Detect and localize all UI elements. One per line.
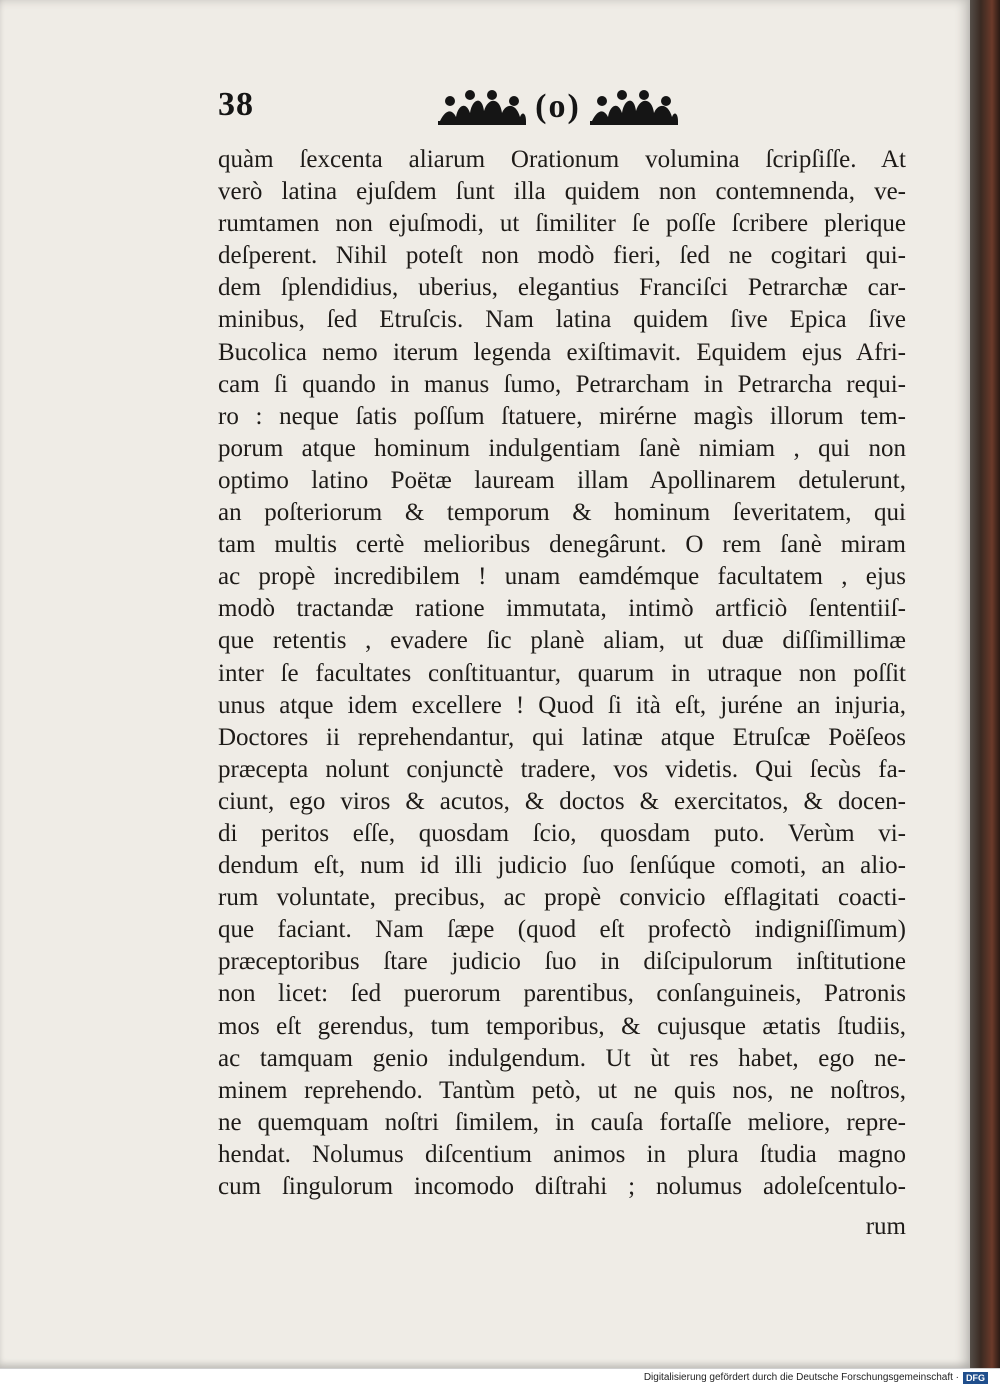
text-line: que faciant. Nam ſæpe (quod eſt profectò indigniſſimum) (218, 916, 906, 944)
text-line: verò latina ejuſdem ſunt illa quidem non contemnenda, ve- (218, 178, 906, 206)
text-line: ac propè incredibilem ! unam eamdémque facultatem , ejus (218, 563, 906, 591)
catchword: rum (865, 1213, 906, 1241)
text-line: minem reprehendo. Tantùm petò, ut ne quis nos, ne noſtros, (218, 1076, 906, 1104)
text-line: mos eſt gerendus, tum temporibus, & cujusque ætatis ſtudiis, (218, 1012, 906, 1040)
header-center-mark: (o) (535, 88, 581, 125)
text-line: unus atque idem excellere ! Quod ſi ità eſt, juréne an injuria, (218, 691, 906, 719)
text-line: quàm ſexcenta aliarum Orationum volumina ſcripſiſſe. At (218, 146, 906, 173)
text-line: Bucolica nemo iterum legenda exiſtimavit. Equidem ejus Afri- (218, 338, 906, 366)
text-line: optimo latino Poëtæ lauream illam Apollinarem detulerunt, (218, 466, 906, 494)
text-line: præcepta nolunt conjunctè tradere, vos videtis. Qui ſecùs fa- (218, 755, 906, 783)
book-spine (968, 0, 1000, 1370)
text-line: rum voluntate, precibus, ac propè convicio eſflagitati coacti- (218, 884, 906, 912)
text-line: porum atque hominum indulgentiam ſanè nimiam , qui non (218, 434, 906, 462)
text-line: hendat. Nolumus diſcentium animos in plura ſtudia magno (218, 1140, 906, 1168)
text-line: non licet: ſed puerorum parentibus, conſanguineis, Patronis (218, 980, 906, 1008)
text-line: ro : neque ſatis poſſum ſtatuere, mirérne magìs illorum tem- (218, 402, 906, 430)
text-line: ne quemquam noſtri ſimilem, in cauſa fortaſſe meliore, repre- (218, 1108, 906, 1136)
text-line: ciunt, ego viros & acutos, & doctos & exercitatos, & docen- (218, 787, 906, 815)
text-line: dendum eſt, num id illi judicio ſuo ſenſúque comoti, an alio- (218, 852, 906, 880)
text-line: rumtamen non ejuſmodi, ut ſimiliter ſe poſſe ſcribere plerique (218, 210, 906, 238)
fleuron-icon (588, 87, 680, 127)
text-line: dem ſplendidius, uberius, elegantius Franciſci Petrarchæ car- (218, 274, 906, 302)
page-number: 38 (218, 86, 254, 123)
text-line: deſperent. Nihil poteſt non modò fieri, ſed ne cogitari qui- (218, 242, 906, 270)
body-text (218, 144, 906, 1243)
text-line: an poſteriorum & temporum & hominum ſeveritatem, qui (218, 499, 906, 527)
text-line: cum ſingulorum incomodo diſtrahi ; nolumus adoleſcentulo- (218, 1173, 906, 1200)
header-ornament (436, 84, 680, 130)
text-line: præceptoribus ſtare judicio ſuo in diſcipulorum inſtitutione (218, 948, 906, 976)
text-line: cam ſi quando in manus ſumo, Petrarcham in Petrarcha requi- (218, 370, 906, 398)
text-line: que retentis , evadere ſic planè aliam, ut duæ diſſimillimæ (218, 627, 906, 655)
text-line: di peritos eſſe, quosdam ſcio, quosdam puto. Verùm vi- (218, 819, 906, 847)
text-line: modò tractandæ ratione immutata, intimò artficiò ſententiiſ- (218, 595, 906, 623)
text-line: inter ſe facultates conſtituantur, quarum in utraque non poſſit (218, 659, 906, 687)
funding-credit: Digitalisierung gefördert durch die Deutsche Forschungsgemeinschaft · (643, 1372, 959, 1383)
fleuron-icon (436, 87, 528, 127)
text-line: tam multis certè melioribus denegârunt. O rem ſanè miram (218, 531, 906, 559)
digitization-footer (0, 1368, 1000, 1386)
text-line: Doctores ii reprehendantur, qui latinæ atque Etruſcæ Poëſeos (218, 723, 906, 751)
text-line: minibus, ſed Etruſcis. Nam latina quidem ſive Epica ſive (218, 306, 906, 334)
text-line: ac tamquam genio indulgendum. Ut ùt res habet, ego ne- (218, 1044, 906, 1072)
dfg-logo: DFG (963, 1372, 988, 1384)
